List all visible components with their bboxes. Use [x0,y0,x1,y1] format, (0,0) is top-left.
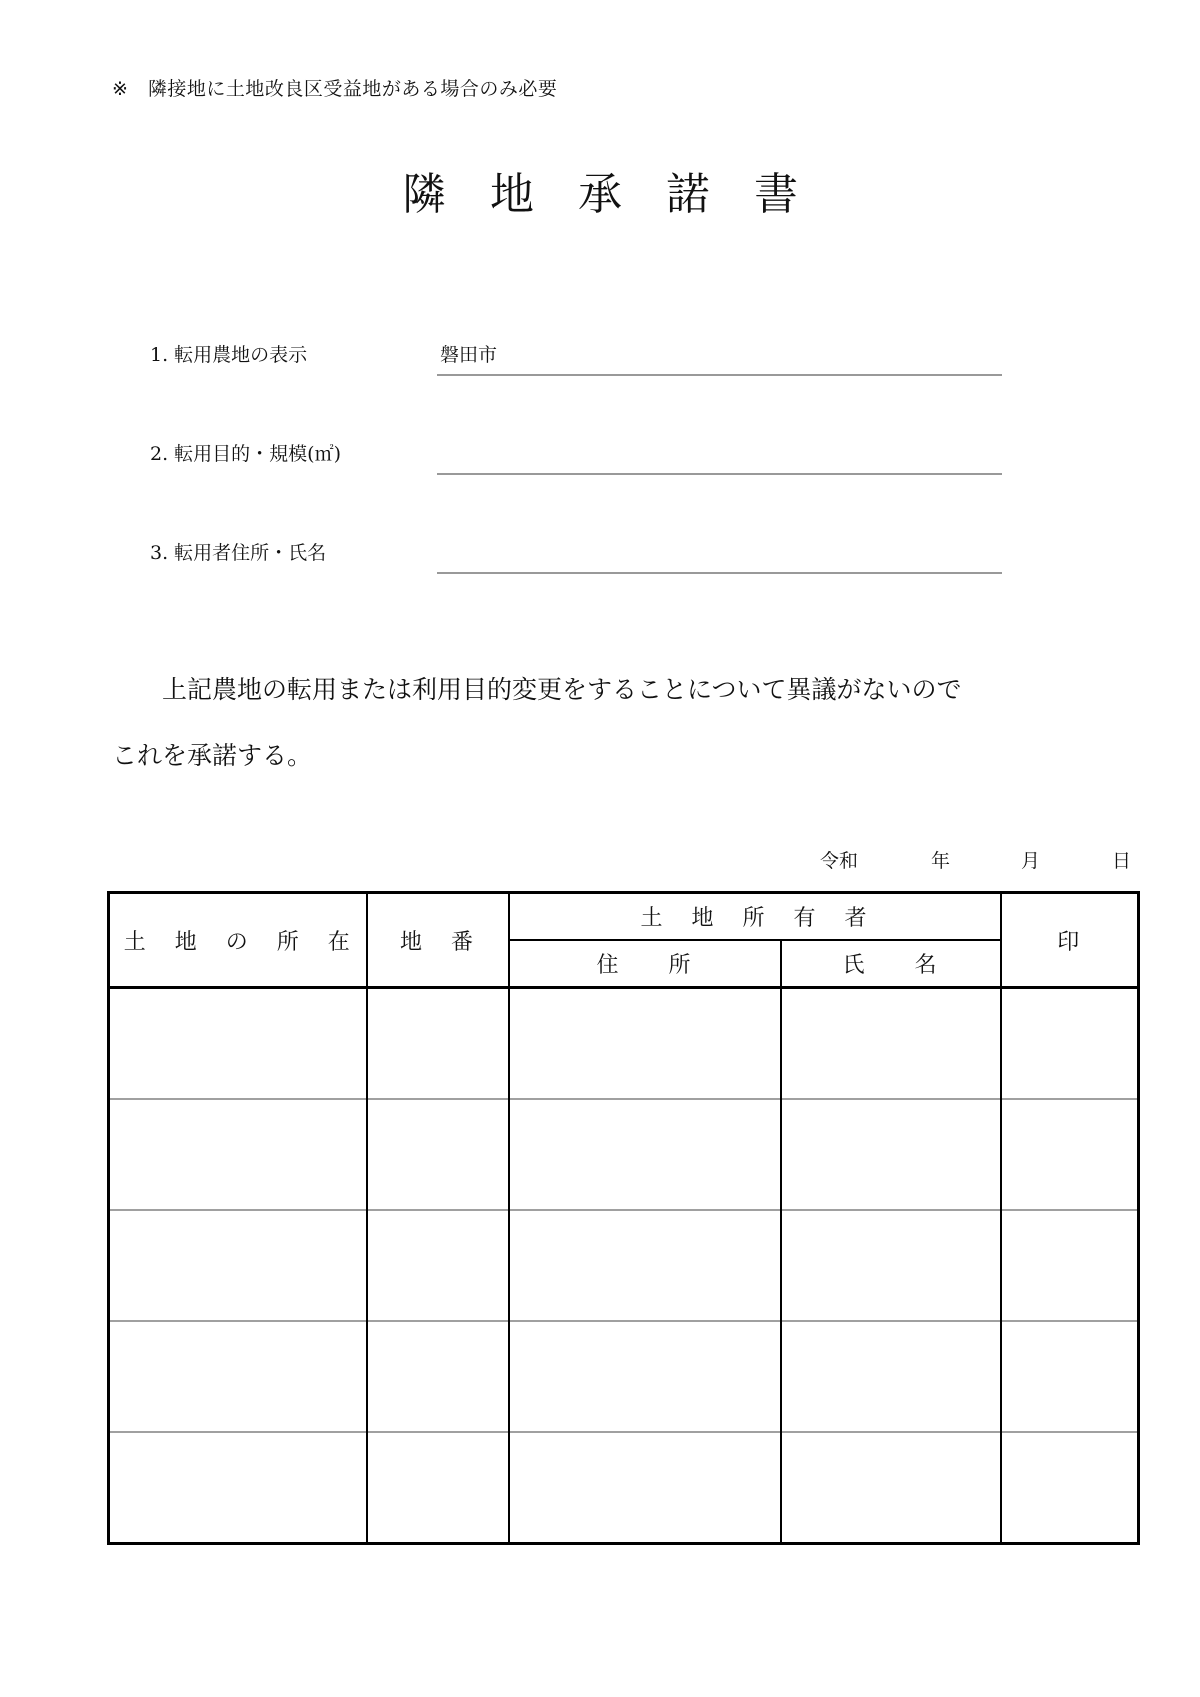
cell-seal[interactable] [1001,1321,1139,1432]
date-day: 日 [1112,850,1132,872]
field-line-converted-land[interactable] [437,374,1002,376]
header-location: 土 地 の 所 在 [109,893,367,988]
title-char: 諾 [666,169,710,220]
title-char: 地 [490,169,534,220]
field-value-converted-land[interactable]: 磐田市 [440,344,498,366]
cell-name[interactable] [781,1099,1001,1210]
date-month: 月 [1021,850,1041,872]
title-char: 書 [754,169,798,220]
cell-name[interactable] [781,988,1001,1100]
cell-seal[interactable] [1001,988,1139,1100]
cell-location[interactable] [109,1099,367,1210]
header-name: 氏 名 [781,940,1001,988]
cell-lot-number[interactable] [367,1210,509,1321]
cell-address[interactable] [509,988,781,1100]
table-row [109,1210,1139,1321]
table-row [109,1321,1139,1432]
field-line-purpose-scale[interactable] [437,473,1002,475]
table-row [109,988,1139,1100]
cell-name[interactable] [781,1321,1001,1432]
date-year: 年 [931,850,951,872]
header-seal: 印 [1001,893,1139,988]
header-lot-number: 地 番 [367,893,509,988]
field-label-applicant: 3. 転用者住所・氏名 [150,542,327,564]
cell-lot-number[interactable] [367,988,509,1100]
cell-address[interactable] [509,1099,781,1210]
cell-address[interactable] [509,1321,781,1432]
table-row [109,1099,1139,1210]
cell-location[interactable] [109,1321,367,1432]
document-title [0,158,1200,222]
statement-line-2: これを承諾する。 [112,741,313,770]
requirement-note: ※ 隣接地に土地改良区受益地がある場合のみ必要 [112,78,558,100]
header-address: 住 所 [509,940,781,988]
cell-lot-number[interactable] [367,1321,509,1432]
cell-location[interactable] [109,988,367,1100]
cell-location[interactable] [109,1210,367,1321]
cell-location[interactable] [109,1432,367,1544]
cell-name[interactable] [781,1432,1001,1544]
field-line-applicant[interactable] [437,572,1002,574]
cell-seal[interactable] [1001,1099,1139,1210]
field-label-converted-land: 1. 転用農地の表示 [150,344,308,366]
cell-seal[interactable] [1001,1432,1139,1544]
field-label-purpose-scale: 2. 転用目的・規模(㎡) [150,443,341,465]
header-landowner: 土 地 所 有 者 [509,893,1001,941]
date-era: 令和 [820,850,859,872]
cell-lot-number[interactable] [367,1432,509,1544]
cell-lot-number[interactable] [367,1099,509,1210]
table-row [109,1432,1139,1544]
cell-address[interactable] [509,1210,781,1321]
neighbor-consent-table [107,891,1140,1545]
cell-name[interactable] [781,1210,1001,1321]
statement-line-1: 上記農地の転用または利用目的変更をすることについて異議がないので [162,675,962,704]
title-char: 隣 [402,169,446,220]
cell-address[interactable] [509,1432,781,1544]
title-char: 承 [578,169,622,220]
cell-seal[interactable] [1001,1210,1139,1321]
